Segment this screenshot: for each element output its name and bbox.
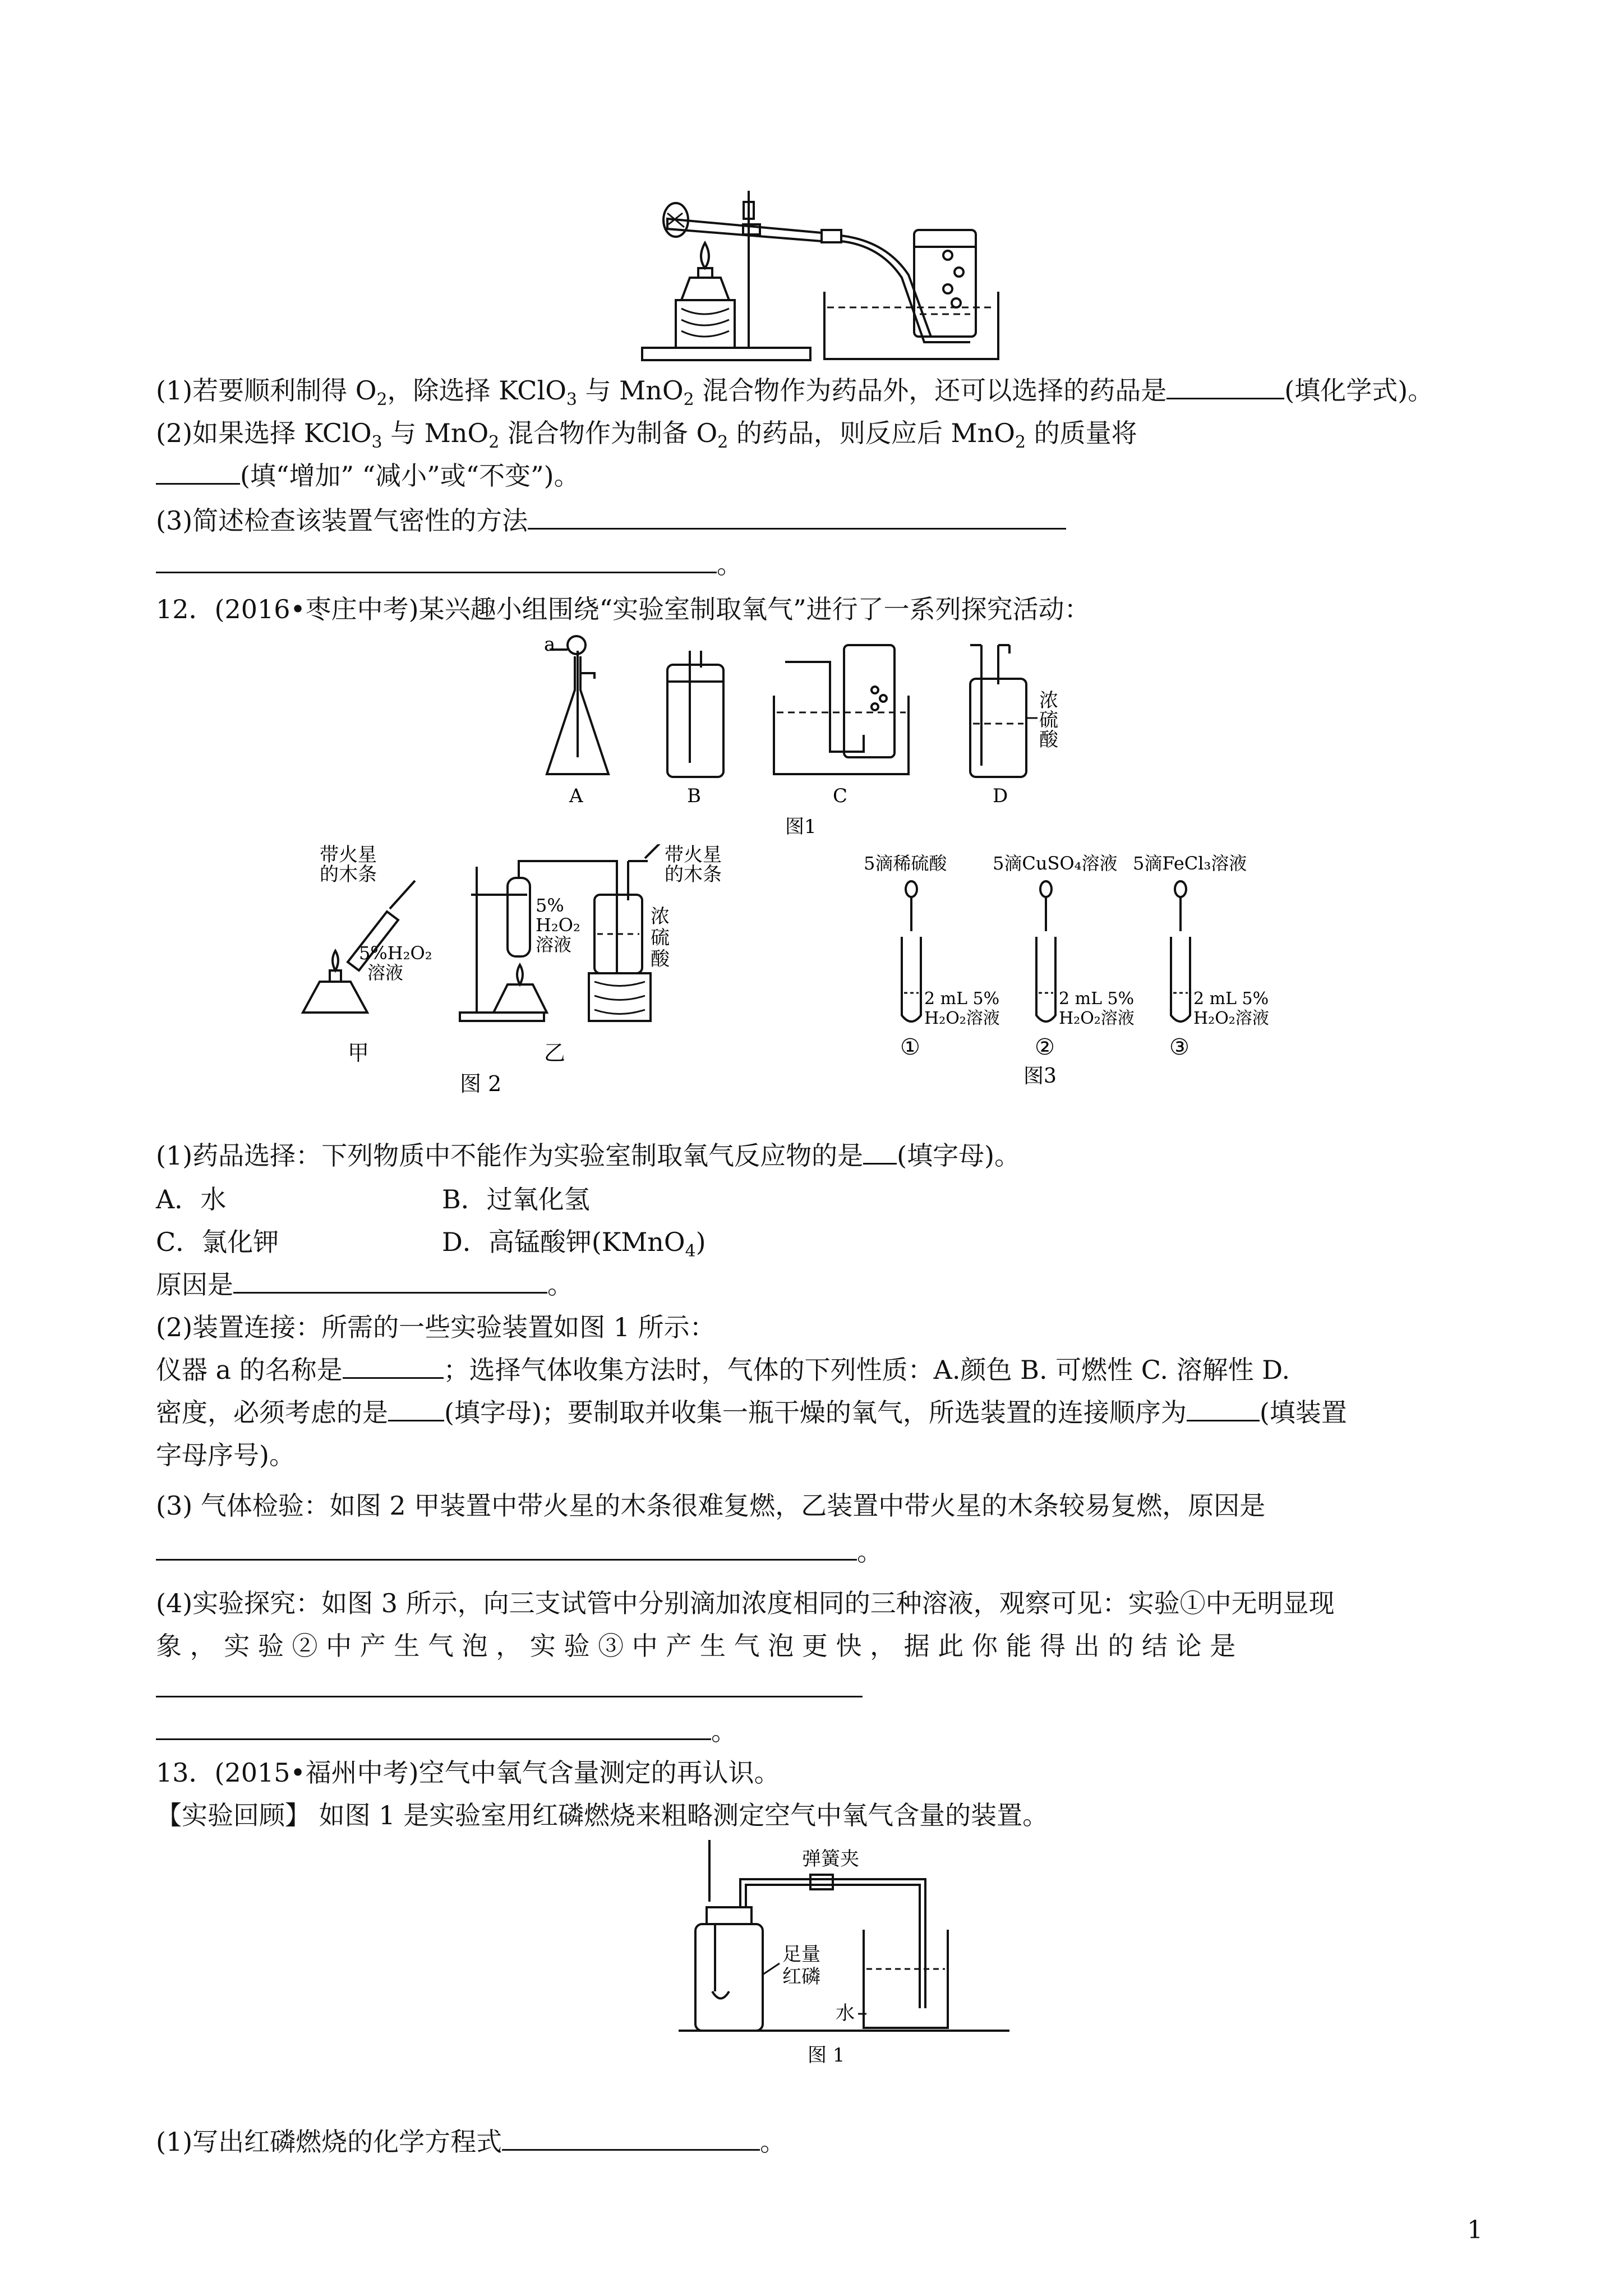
- fig2-jia: 甲: [348, 1041, 370, 1065]
- q13-s1-text: (1)写出红磷燃烧的化学方程式: [156, 2127, 502, 2157]
- q13-phos-label-1: 足量: [782, 1943, 820, 1966]
- q12-reason-end: 。: [547, 1269, 573, 1300]
- q13-review: 【实验回顾】 如图 1 是实验室用红磷燃烧来粗略测定空气中氧气含量的装置。: [156, 1800, 1049, 1830]
- fig1-d-text-1: 浓: [1039, 689, 1058, 712]
- q11-p2-text-c: 混合物作为制备 O: [499, 418, 718, 448]
- fig2-yi-sol3: 溶液: [536, 934, 572, 955]
- fig3-reagent-2: 5滴CuSO₄溶液: [993, 853, 1118, 874]
- q12-s2: (2)装置连接：所需的一些实验装置如图 1 所示：: [156, 1312, 716, 1342]
- fig2-yi-label2: 的木条: [665, 863, 722, 886]
- q13-s1-end: 。: [760, 2127, 786, 2157]
- q11-p3-answer-blank-2[interactable]: [156, 549, 717, 573]
- q13-s1: [156, 2126, 786, 2157]
- q11-p1-sub2: 3: [566, 390, 577, 410]
- q12-instrument-blank[interactable]: [343, 1355, 444, 1379]
- fig3-sol-3: H₂O₂溶液: [1193, 1009, 1269, 1028]
- q12-s2b: [156, 1354, 1290, 1386]
- fig3-sol-1: H₂O₂溶液: [924, 1009, 1000, 1028]
- q13-equation-blank[interactable]: [502, 2127, 760, 2151]
- q12-s4-blank-1[interactable]: [156, 1673, 863, 1697]
- q12-figure-1: [538, 634, 1077, 847]
- q12-figure-3: [852, 853, 1290, 1099]
- q11-part1: [156, 375, 1433, 416]
- q11-p2-text-a: (2)如果选择 KClO: [156, 418, 372, 448]
- q11-apparatus-figure: [634, 157, 1015, 370]
- q12-fig2-drawing: [292, 844, 751, 1108]
- fig3-vol-2: 2 mL 5%: [1059, 989, 1135, 1009]
- q12-option-d-end: ): [695, 1227, 706, 1257]
- q12-s2c: [156, 1397, 1347, 1428]
- fig2-yi-acid-2: 硫: [651, 927, 670, 949]
- fig3-sol-2: H₂O₂溶液: [1059, 1009, 1135, 1028]
- q11-p2-sub2: 2: [488, 432, 500, 453]
- fig1-label-d: D: [993, 785, 1008, 807]
- q11-p1-text-d: 混合物作为药品外，还可以选择的药品是: [694, 375, 1167, 406]
- fig3-reagent-3: 5滴FeCl₃溶液: [1133, 853, 1247, 874]
- q11-p1-text-a: (1)若要顺利制得 O: [156, 375, 377, 406]
- q11-p3-end: 。: [717, 549, 743, 579]
- q12-fig3-drawing: [852, 853, 1290, 1099]
- q12-figure-2: [292, 844, 751, 1108]
- fig2-yi-sol2: H₂O₂: [536, 914, 580, 936]
- fig1-d-text-3: 酸: [1039, 729, 1058, 751]
- q12-s2c-text-c: (填装置: [1259, 1397, 1347, 1428]
- q12-s3-end: 。: [857, 1536, 883, 1567]
- q12-s3-cont: [156, 1536, 883, 1567]
- q11-p3-text: (3)简述检查该装置气密性的方法: [156, 505, 528, 536]
- fig3-vol-1: 2 mL 5%: [924, 989, 1000, 1009]
- q11-p2-sub: 3: [371, 432, 382, 453]
- q12-s4-end: 。: [711, 1716, 737, 1746]
- q12-option-d: D．高锰酸钾(KMnO: [442, 1227, 685, 1257]
- q12-s3: (3) 气体检验：如图 2 甲装置中带火星的木条很难复燃，乙装置中带火星的木条较易复燃，原因是: [156, 1490, 1266, 1521]
- fig1-label-b: B: [687, 785, 701, 807]
- q12-option-a: A．水: [156, 1184, 227, 1214]
- fig3-vol-3: 2 mL 5%: [1193, 989, 1269, 1009]
- q11-p2-answer-blank[interactable]: [156, 461, 240, 485]
- fig3-caption: 图3: [1023, 1065, 1057, 1088]
- fig3-num-3: ③: [1169, 1034, 1189, 1060]
- q11-part3: [156, 505, 1066, 536]
- q12-s4b: 象 ， 实 验 ② 中 产 生 气 泡 ， 实 验 ③ 中 产 生 气 泡 更 快 ， 据 此 你 能 得 出 的 结 论 是: [156, 1631, 1236, 1661]
- q12-option-c: C．氯化钾: [156, 1227, 279, 1257]
- q11-p2-sub3: 2: [717, 432, 728, 453]
- q13-fig-caption: 图 1: [808, 2044, 845, 2067]
- q12-s4-blank1-line: [156, 1673, 863, 1704]
- q11-p2-text-d: 的药品，则反应后 MnO: [728, 418, 1015, 448]
- fig1-d-text-2: 硫: [1039, 709, 1058, 731]
- q11-p2-text-e: 的质量将: [1026, 418, 1137, 448]
- q12-s2d: 字母序号)。: [156, 1440, 295, 1470]
- q13-figure: [667, 1840, 1015, 2076]
- fig2-yi-label1: 带火星: [665, 844, 722, 866]
- q12-title: 12．(2016•枣庄中考)某兴趣小组围绕“实验室制取氧气”进行了一系列探究活动：: [156, 594, 1090, 624]
- fig2-jia-sol2: 溶液: [367, 962, 404, 983]
- q11-p1-text-c: 与 MnO: [577, 375, 684, 406]
- fig2-jia-label1: 带火星: [320, 844, 377, 866]
- q11-part2: [156, 417, 1137, 458]
- fig2-jia-label2: 的木条: [320, 863, 377, 886]
- fig1-label-a: A: [569, 785, 583, 807]
- q12-s2b-text-a: 仪器 a 的名称是: [156, 1355, 343, 1385]
- q12-options-cd: [156, 1226, 706, 1267]
- q11-p2-text-f: (填“增加” “减小”或“不变”)。: [240, 461, 580, 491]
- q12-s1-text: (1)药品选择：下列物质中不能作为实验室制取氧气反应物的是: [156, 1140, 864, 1171]
- fig3-reagent-1: 5滴稀硫酸: [864, 853, 947, 874]
- fig1-caption: 图1: [785, 816, 817, 838]
- fig3-num-1: ①: [900, 1034, 920, 1060]
- q11-p1-text-e: (填化学式)。: [1284, 375, 1434, 406]
- fig3-tube-1: [902, 881, 921, 1022]
- q13-water-label: 水: [836, 2002, 855, 2024]
- q12-reason: [156, 1269, 573, 1300]
- fig3-tube-3: [1171, 881, 1190, 1022]
- q12-s4a: (4)实验探究：如图 3 所示，向三支试管中分别滴加浓度相同的三种溶液，观察可见：实验①中无明显现: [156, 1588, 1335, 1618]
- q13-clip-label: 弹簧夹: [802, 1848, 859, 1870]
- q12-s1-end: (填字母)。: [897, 1140, 1021, 1171]
- fig2-yi: 乙: [544, 1041, 566, 1065]
- fig2-jia-sol1: 5%H₂O₂: [359, 942, 432, 964]
- fig1-a-label: a: [544, 634, 556, 656]
- fig2-yi-acid-3: 酸: [651, 948, 670, 970]
- q12-reason-blank[interactable]: [233, 1269, 547, 1294]
- page-number: 1: [1467, 2216, 1483, 2244]
- q12-s4-blank-2[interactable]: [156, 1716, 711, 1740]
- q11-p1-sub: 2: [376, 390, 388, 410]
- q12-s2c-text-a: 密度，必须考虑的是: [156, 1397, 388, 1428]
- q11-p2-sub4: 2: [1015, 432, 1026, 453]
- q11-p1-answer-blank[interactable]: [1166, 375, 1284, 399]
- q12-s4-blank2-line: [156, 1715, 737, 1747]
- q13-fig-drawing: [667, 1840, 1015, 2076]
- q11-apparatus-drawing: [634, 157, 1015, 370]
- q12-reason-text: 原因是: [156, 1269, 233, 1300]
- q12-sequence-blank[interactable]: [1187, 1397, 1260, 1421]
- fig2-caption: 图 2: [460, 1071, 502, 1096]
- q11-part2-cont: [156, 460, 580, 491]
- q12-s2c-text-b: (填字母)；要制取并收集一瓶干燥的氧气，所选装置的连接顺序为: [444, 1397, 1187, 1428]
- fig3-num-2: ②: [1035, 1034, 1055, 1060]
- q12-s1-blank[interactable]: [863, 1140, 897, 1165]
- q12-s1: [156, 1140, 1020, 1171]
- fig1-label-c: C: [833, 785, 848, 807]
- q12-s3-blank[interactable]: [156, 1536, 857, 1561]
- q12-option-d-sub: 4: [685, 1241, 696, 1262]
- q11-part3-cont: [156, 549, 743, 580]
- q11-p1-text-b: ，除选择 KClO: [387, 375, 566, 406]
- q11-p3-answer-blank-1[interactable]: [528, 505, 1066, 530]
- q12-property-blank[interactable]: [388, 1397, 444, 1421]
- q11-p1-sub3: 2: [683, 390, 694, 410]
- fig2-yi-sol1: 5%: [536, 895, 564, 916]
- q13-phos-label-2: 红磷: [782, 1966, 820, 1988]
- q13-title: 13．(2015•福州中考)空气中氧气含量测定的再认识。: [156, 1757, 780, 1788]
- q11-p2-text-b: 与 MnO: [382, 418, 489, 448]
- q12-options-ab: [156, 1184, 590, 1215]
- fig3-tube-2: [1036, 881, 1055, 1022]
- q12-option-b: B．过氧化氢: [442, 1184, 590, 1214]
- q12-fig1-drawing: [538, 634, 1077, 847]
- q12-s2b-text-b: ；选择气体收集方法时，气体的下列性质：A.颜色 B. 可燃性 C. 溶解性 D.: [443, 1355, 1290, 1385]
- fig2-yi-acid-1: 浓: [651, 905, 670, 928]
